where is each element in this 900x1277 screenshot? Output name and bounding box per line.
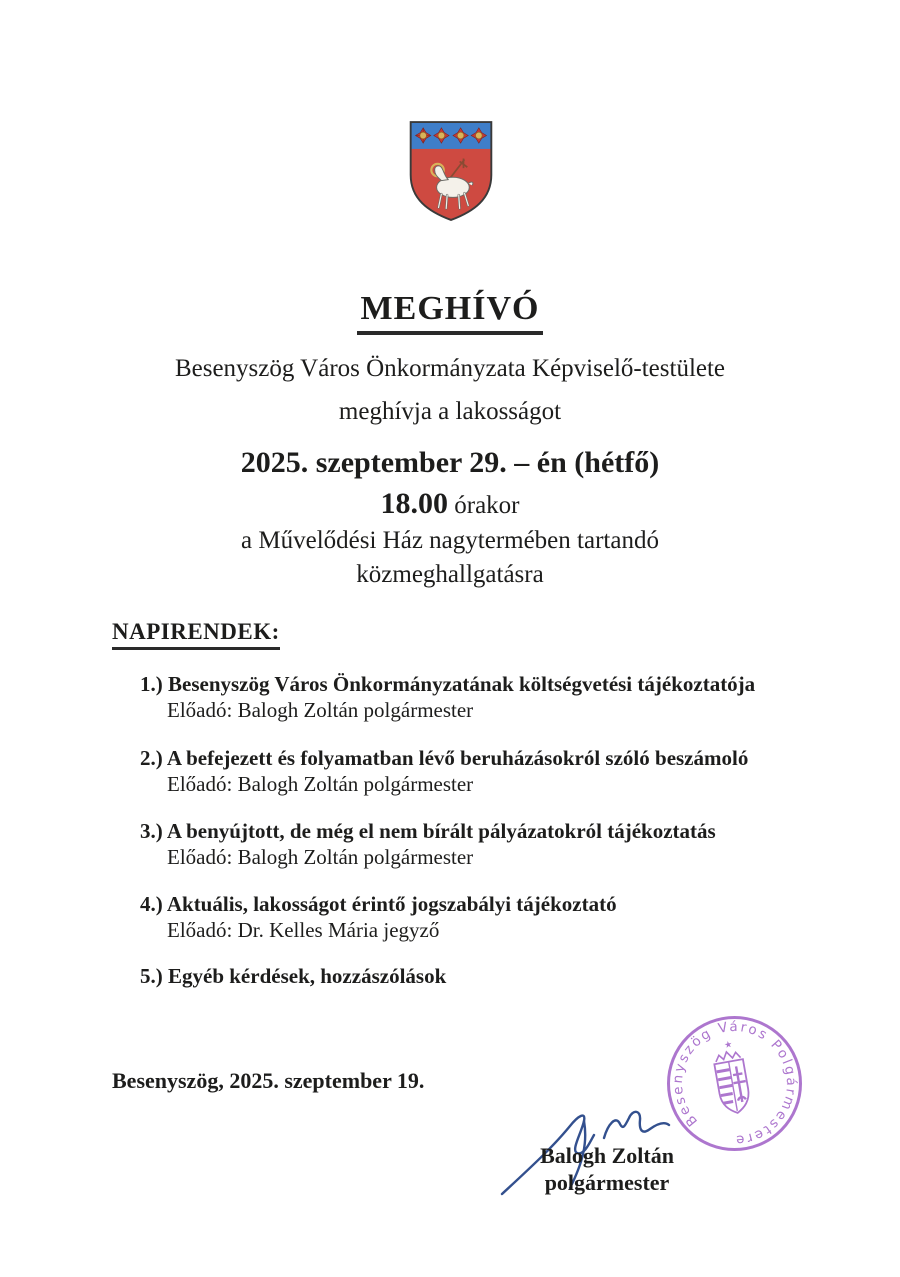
event-time-bold: 18.00 <box>380 487 448 520</box>
event-venue-line-1: a Művelődési Ház nagytermében tartandó <box>241 527 659 554</box>
agenda-item-title <box>140 819 800 844</box>
agenda-item-presenter: Előadó: Balogh Zoltán polgármester <box>167 845 474 869</box>
agenda-item-3 <box>140 819 800 870</box>
event-time-rest: órakor <box>448 492 520 519</box>
agenda-item-title <box>140 746 800 771</box>
agenda-item-title <box>140 672 800 697</box>
agenda-item-title-text: A benyújtott, de még el nem bírált pályázatokról tájékoztatás <box>166 819 716 843</box>
agenda-item-title-text: Besenyszög Város Önkormányzatának költségvetési tájékoztatója <box>168 672 756 696</box>
signer-block <box>517 1142 697 1196</box>
event-venue-line-2: közmeghallgatásra <box>356 561 544 588</box>
intro-line-2: meghívja a lakosságot <box>338 398 562 425</box>
event-time-line <box>0 487 900 521</box>
intro-line-1: Besenyszög Város Önkormányzata Képviselő-testülete <box>174 355 726 382</box>
agenda-item-number: 4.) <box>140 892 167 916</box>
agenda-item-number: 5.) <box>140 964 168 988</box>
agenda-item-number: 3.) <box>140 819 167 843</box>
town-coat-of-arms <box>403 116 499 226</box>
agenda-heading-text: NAPIRENDEK: <box>112 619 280 650</box>
document-title <box>0 290 900 335</box>
agenda-item-number: 2.) <box>140 746 167 770</box>
agenda-item-number: 1.) <box>140 672 168 696</box>
svg-text:★: ★ <box>723 1039 734 1052</box>
agenda-item-presenter: Előadó: Balogh Zoltán polgármester <box>167 772 474 796</box>
closing-place-date: Besenyszög, 2025. szeptember 19. <box>112 1068 425 1093</box>
signer-name: Balogh Zoltán <box>540 1143 674 1168</box>
agenda-heading <box>112 619 280 650</box>
signer-title: polgármester <box>544 1170 670 1195</box>
agenda-item-presenter: Előadó: Dr. Kelles Mária jegyző <box>167 918 440 942</box>
agenda-item-title-text: A befejezett és folyamatban lévő beruházásokról szóló beszámoló <box>166 746 749 770</box>
agenda-item-4 <box>140 892 800 943</box>
agenda-item-2 <box>140 746 800 797</box>
agenda-item-presenter: Előadó: Balogh Zoltán polgármester <box>167 698 474 722</box>
agenda-item-title-text: Egyéb kérdések, hozzászólások <box>168 964 447 988</box>
agenda-item-title <box>140 964 800 989</box>
document-title-text: MEGHÍVÓ <box>357 290 544 335</box>
agenda-item-title-text: Aktuális, lakosságot érintő jogszabályi tájékoztató <box>166 892 617 916</box>
stamp-ring-text: Besenyszög Város Polgármestere <box>669 1018 800 1149</box>
event-date-line: 2025. szeptember 29. – én (hétfő) <box>240 446 660 479</box>
agenda-item-1 <box>140 672 800 723</box>
agenda-item-5 <box>140 964 800 989</box>
agenda-item-title <box>140 892 800 917</box>
